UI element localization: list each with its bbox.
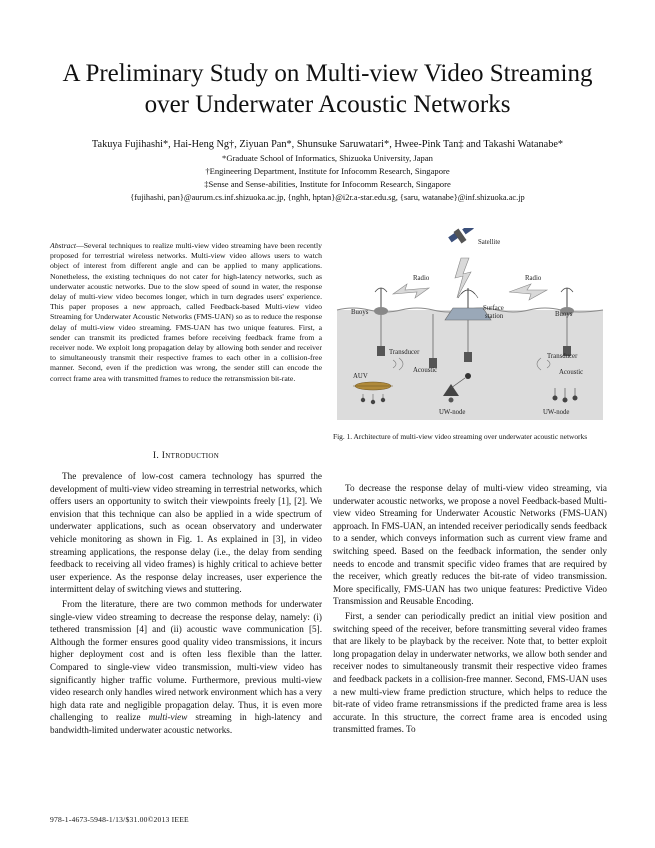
figure-architecture [333, 228, 607, 424]
right-paragraph-2: First, a sender can periodically predict an initial view position and switching speed of the receiver, before transmitting several video frames that are likely to be playback by the receiver. Note that, to better exploit long propagation delay in underwater networks, we allow both sender and receiver nodes to simultaneously transmit their respective video frames and feedback packets in a collision-free manner. Second, FMS-UAN uses a new multi-view frame prediction structure, which helps to reduce the bit-rate of video frame retransmissions if the predicted frame area is less accurate. In this structure, the correct frame area is encoded using transmitted frames. To [333, 610, 607, 735]
intro-paragraph-1: The prevalence of low-cost camera technology has spurred the development of multi-view video streaming in terrestrial networks, which offers users an opportunity to switch their viewpoints freely [1], [2]. We envision that this technique can also be applied in a wide spectrum of underwater applications, such as ocean observatory and underwater vehicle monitoring as shown in Fig. 1. As explained in [3], in video streaming applications, the response delay (i.e., the delay from sending feedback to receiving all video frames) is highly critical to achieve better user experience. As the response delay increases, user experience the intermittent delay of switching views and stuttering. [50, 471, 322, 595]
label-radio-left: Radio [413, 275, 430, 282]
transducer-station-icon [464, 352, 472, 362]
abstract [50, 241, 322, 384]
label-uw-node-left: UW-node [439, 409, 466, 416]
right-paragraph-1: To decrease the response delay of multi-view video streaming, via underwater acoustic networks, we propose a novel Feedback-based Multi-view video Streaming for Underwater Acoustic Networks (FMS-UAN) approach. In FMS-UAN, an intended receiver periodically sends feedback to a sender, which conveys information such as current view frame and switching speed. Based on the feedback information, the sender only needs to encode and transmit specific video frames that are required by the receiver, which greatly reduces the bit-rate of video transmission. More specifically, FMS-UAN has two unique features: Predictive Video Transmission and Reusable Encoding. [333, 483, 607, 607]
author-emails: {fujihashi, pan}@aurum.cs.inf.shizuoka.ac.jp, {nghh, hptan}@i2r.a-star.edu.sg, {saru, watanabe}@inf.shizuoka.ac.jp [130, 193, 525, 202]
label-buoys-right: Buoys [555, 311, 573, 318]
intro-p2-part-b: streaming in high-latency and bandwidth-limited underwater acoustic networks. [50, 712, 323, 735]
architecture-diagram [333, 228, 607, 424]
satellite-icon [448, 228, 474, 243]
intro-paragraph-2 [50, 598, 322, 737]
label-transducer-right: Transducer [547, 353, 578, 360]
affiliation-3: ‡Sense and Sense-abilities, Institute for Infocomm Research, Singapore [204, 179, 451, 189]
abstract-text: —Several techniques to realize multi-view video streaming have been recently proposed for terrestrial wireless networks. Multi-view video allows users to watch object of interest from different angle and can be applied to many applications. Nonetheless, the existing techniques do not cater for high-latency networks, such as underwater acoustic networks. Due to the slow speed of sound in water, the response delay of multi-view video becomes longer, which in turn degrades users' experience. This paper proposes a new approach, called Feedback-based Multi-view video Streaming for Underwater Acoustic Networks (FMS-UAN) so as to reduce the response delay of multi-view video streaming. FMS-UAN has two unique features. First, a sender can transmit its predicted frames before receiving feedback frame from a receiver node. We exploit long propagation delay by allowing both sender and receiver to simultaneously transmit their respective frames to each other in a collision-free manner. Second, even if the prediction was wrong, the sender still can encode the correct frame area with transmitted frames to reduce the retransmission bit-rate. [50, 241, 322, 383]
label-transducer-left: Transducer [389, 349, 420, 356]
label-uw-node-right: UW-node [543, 409, 570, 416]
figure-caption: Fig. 1. Architecture of multi-view video streaming over underwater acoustic networks [333, 432, 588, 441]
paper-title: A Preliminary Study on Multi-view Video Streaming over Underwater Acoustic Networks [62, 60, 593, 118]
label-surface-station-1: Surface [483, 305, 504, 312]
affiliation-1: *Graduate School of Informatics, Shizuoka University, Japan [222, 153, 433, 163]
section-heading-introduction: I. Introduction [152, 450, 220, 461]
label-surface-station-2: station [485, 313, 504, 320]
label-acoustic-left: Acoustic [413, 367, 438, 374]
label-auv: AUV [353, 373, 368, 380]
copyright-footer: 978-1-4673-5948-1/13/$31.00©2013 IEEE [50, 815, 189, 824]
label-radio-right: Radio [525, 275, 542, 282]
author-list: Takuya Fujihashi*, Hai-Heng Ng†, Ziyuan Pan*, Shunsuke Saruwatari*, Hwee-Pink Tan‡ and Takashi Watanabe* [91, 139, 564, 150]
radio-link-right [509, 284, 547, 300]
label-acoustic-right: Acoustic [559, 369, 584, 376]
label-satellite: Satellite [478, 239, 501, 246]
water-area [337, 310, 603, 420]
left-column [50, 470, 322, 736]
transducer-left-icon [377, 346, 385, 356]
right-column [333, 482, 607, 736]
intro-p2-emphasis: multi-view [148, 712, 188, 723]
intro-p2-part-a: From the literature, there are two common methods for underwater single-view video streaming to decrease the response delay, namely: (i) tethered transmission [4] and (ii) acoustic wave communication [5]. Although the former ensures good quality video transmissions, it incurs higher deployment cost and is often less flexible than the latter. Compared to single-view video transmission, multi-view video has significantly higher traffic volume. Furthermore, previous multi-view video research only handles wired network environment which has a very high data rate and negligible propagation delay. Thus, it is even more challenging to realize [50, 598, 322, 723]
abstract-label: Abstract [50, 241, 77, 250]
radio-link-left [393, 284, 429, 298]
label-buoys-left: Buoys [351, 309, 369, 316]
affiliation-2: †Engineering Department, Institute for Infocomm Research, Singapore [205, 166, 450, 176]
